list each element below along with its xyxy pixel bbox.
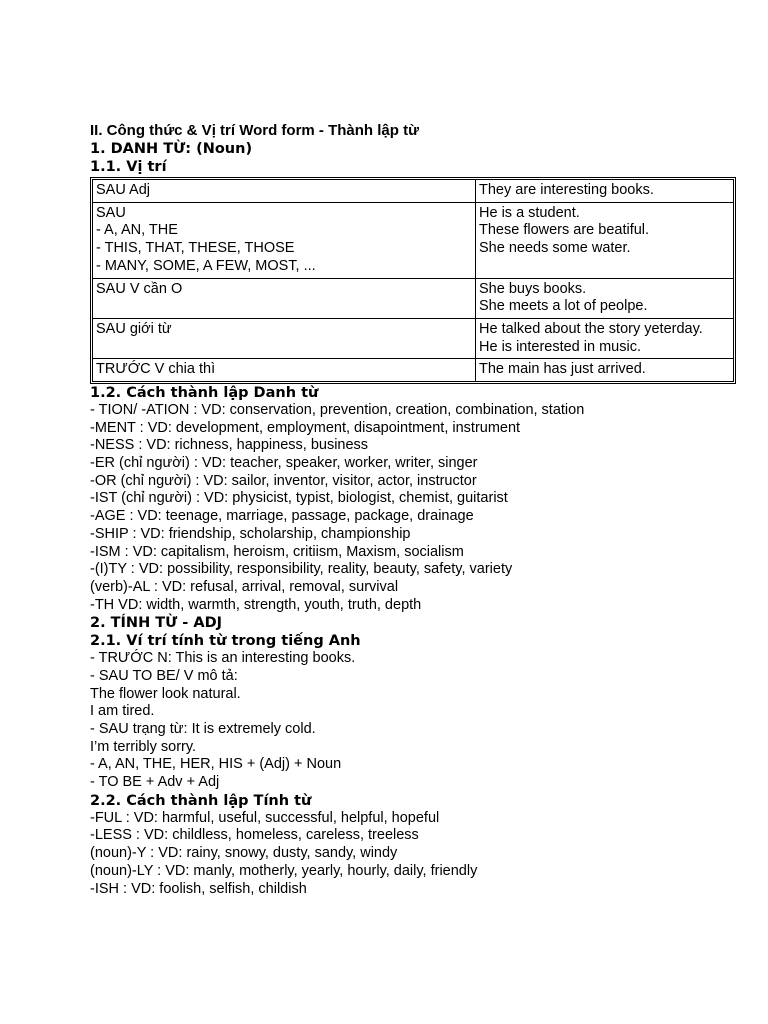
cell-text-line: SAU V cần O: [96, 280, 183, 297]
list-item: -(I)TY : VD: possibility, responsibility, reality, beauty, safety, variety: [90, 561, 513, 578]
table-row: [93, 180, 733, 202]
cell-text-line: - MANY, SOME, A FEW, MOST, ...: [96, 257, 316, 274]
adjective-position-heading: 2.1. Ví trí tính từ trong tiếng Anh: [90, 633, 361, 650]
table-cell-example: [476, 278, 733, 318]
list-item: - SAU TO BE/ V mô tả:: [90, 667, 238, 684]
list-item: -ISM : VD: capitalism, heroism, critiism, Maxism, socialism: [90, 543, 464, 560]
table-cell-position: [93, 358, 476, 381]
adjective-heading: 2. TÍNH TỪ - ADJ: [90, 615, 223, 632]
list-item: -AGE : VD: teenage, marriage, passage, package, drainage: [90, 508, 474, 525]
cell-text-line: - THIS, THAT, THESE, THOSE: [96, 240, 295, 257]
list-item: -LESS : VD: childless, homeless, careless, treeless: [90, 827, 419, 844]
list-item: - TION/ -ATION : VD: conservation, prevention, creation, combination, station: [90, 402, 585, 419]
cell-text-line: - A, AN, THE: [96, 222, 178, 239]
list-item: (noun)-Y : VD: rainy, snowy, dusty, sandy, windy: [90, 845, 398, 862]
table-row: [93, 202, 733, 278]
cell-text-line: She buys books.: [479, 280, 587, 297]
cell-text-line: He talked about the story yeterday.: [479, 320, 703, 337]
cell-text-line: He is a student.: [479, 204, 580, 221]
noun-heading: 1. DANH TỪ: (Noun): [90, 141, 253, 157]
table-cell-example: [476, 202, 733, 278]
list-item: I’m terribly sorry.: [90, 738, 197, 755]
list-item: - TRƯỚC N: This is an interesting books.: [90, 650, 356, 667]
noun-position-heading: 1.1. Vị trí: [90, 159, 167, 175]
table-cell-position: [93, 180, 476, 202]
cell-text-line: She needs some water.: [479, 240, 631, 257]
table-cell-position: [93, 318, 476, 358]
noun-formation-heading: 1.2. Cách thành lập Danh từ: [90, 385, 319, 402]
list-item: - A, AN, THE, HER, HIS + (Adj) + Noun: [90, 756, 342, 773]
cell-text-line: He is interested in music.: [479, 338, 641, 355]
list-item: -ER (chỉ người) : VD: teacher, speaker, worker, writer, singer: [90, 455, 478, 472]
list-item: -OR (chỉ người) : VD: sailor, inventor, visitor, actor, instructor: [90, 472, 477, 489]
list-item: -MENT : VD: development, employment, disapointment, instrument: [90, 419, 521, 436]
cell-text-line: She meets a lot of peolpe.: [479, 298, 648, 315]
noun-formation-list: [90, 402, 740, 614]
noun-position-table: [90, 177, 736, 384]
document-page: [90, 122, 740, 898]
cell-text-line: SAU: [96, 204, 126, 221]
list-item: -ISH : VD: foolish, selfish, childish: [90, 880, 307, 897]
list-item: -TH VD: width, warmth, strength, youth, truth, depth: [90, 596, 422, 613]
list-item: The flower look natural.: [90, 685, 241, 702]
list-item: -IST (chỉ người) : VD: physicist, typist, biologist, chemist, guitarist: [90, 490, 508, 507]
table-row: [93, 318, 733, 358]
table-cell-example: [476, 180, 733, 202]
table-row: [93, 278, 733, 318]
list-item: (verb)-AL : VD: refusal, arrival, removal, survival: [90, 578, 399, 595]
table-cell-example: [476, 318, 733, 358]
cell-text-line: SAU giới từ: [96, 320, 172, 337]
cell-text-line: The main has just arrived.: [479, 361, 646, 378]
list-item: I am tired.: [90, 703, 155, 720]
list-item: (noun)-LY : VD: manly, motherly, yearly, hourly, daily, friendly: [90, 862, 478, 879]
cell-text-line: They are interesting books.: [479, 182, 654, 198]
list-item: - TO BE + Adv + Adj: [90, 774, 220, 791]
list-item: -FUL : VD: harmful, useful, successful, helpful, hopeful: [90, 809, 440, 826]
adjective-formation-list: [90, 810, 740, 898]
list-item: -SHIP : VD: friendship, scholarship, championship: [90, 525, 411, 542]
table-cell-position: [93, 278, 476, 318]
table-row: [93, 358, 733, 381]
cell-text-line: These flowers are beatiful.: [479, 222, 650, 239]
cell-text-line: TRƯỚC V chia thì: [96, 361, 216, 378]
table-cell-position: [93, 202, 476, 278]
adjective-formation-heading: 2.2. Cách thành lập Tính từ: [90, 792, 312, 809]
adjective-position-list: [90, 650, 740, 792]
cell-text-line: SAU Adj: [96, 182, 150, 198]
list-item: - SAU trạng từ: It is extremely cold.: [90, 721, 316, 738]
table-cell-example: [476, 358, 733, 381]
list-item: -NESS : VD: richness, happiness, business: [90, 437, 369, 454]
document-title: II. Công thức & Vị trí Word form - Thành lập từ: [90, 122, 419, 139]
